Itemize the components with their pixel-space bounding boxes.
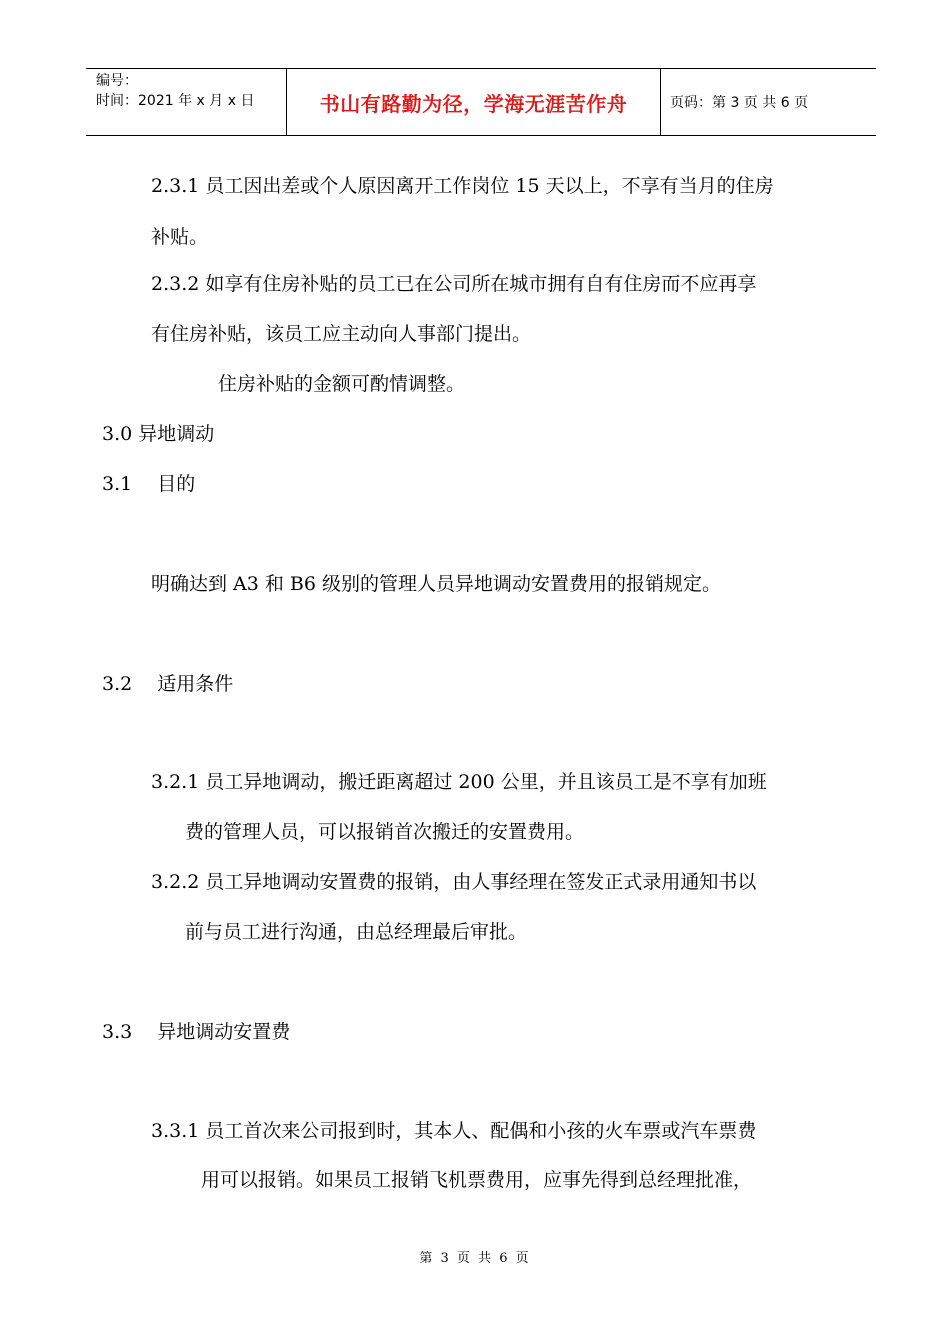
section-heading-3-0: 3.0 异地调动: [102, 423, 215, 445]
document-number-label: 编号：: [96, 73, 138, 89]
paragraph-3-2-2-line-1: 3.2.2 员工异地调动安置费的报销，由人事经理在签发正式录用通知书以: [151, 871, 757, 893]
paragraph-2-3-1-line-2: 补贴。: [151, 226, 209, 248]
header-slogan: 书山有路勤为径，学海无涯苦作舟: [287, 69, 661, 135]
paragraph-3-3-1-line-1: 3.3.1 员工首次来公司报到时，其本人、配偶和小孩的火车票或汽车票费: [151, 1120, 757, 1142]
paragraph-2-3-2-line-2: 有住房补贴，该员工应主动向人事部门提出。: [151, 323, 532, 345]
paragraph-housing-adjustment: 住房补贴的金额可酌情调整。: [218, 373, 466, 395]
paragraph-3-2-1-line-2: 费的管理人员，可以报销首次搬迁的安置费用。: [185, 821, 585, 843]
paragraph-2-3-1-line-1: 2.3.1 员工因出差或个人原因离开工作岗位 15 天以上，不享有当月的住房: [151, 175, 774, 197]
header-table: [86, 68, 876, 136]
section-heading-3-3: 3.3 异地调动安置费: [102, 1021, 291, 1043]
paragraph-2-3-2-line-1: 2.3.2 如享有住房补贴的员工已在公司所在城市拥有自有住房而不应再享: [151, 273, 757, 295]
paragraph-3-2-1-line-1: 3.2.1 员工异地调动，搬迁距离超过 200 公里，并且该员工是不享有加班: [151, 771, 767, 793]
header-page-info: 页码：第 3 页 共 6 页: [670, 95, 809, 111]
page-footer: 第 3 页 共 6 页: [419, 1251, 531, 1266]
paragraph-3-2-2-line-2: 前与员工进行沟通，由总经理最后审批。: [185, 921, 528, 943]
document-time-label: 时间：2021 年 x 月 x 日: [96, 93, 255, 109]
section-heading-3-2: 3.2 适用条件: [102, 673, 234, 695]
paragraph-3-3-1-line-2: 用可以报销。如果员工报销飞机票费用，应事先得到总经理批准，: [201, 1169, 753, 1191]
section-heading-3-1: 3.1 目的: [102, 473, 196, 495]
paragraph-purpose: 明确达到 A3 和 B6 级别的管理人员异地调动安置费用的报销规定。: [151, 573, 722, 595]
header-meta-cell: [86, 69, 287, 135]
